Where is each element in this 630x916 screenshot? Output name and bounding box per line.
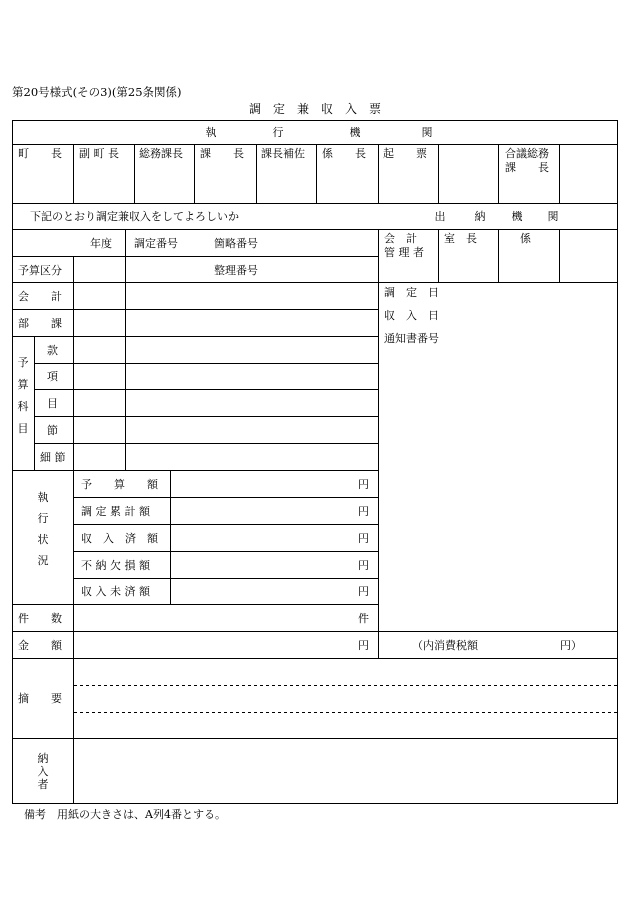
reference-number-label: 整理番号 [214,264,258,277]
tax-note: （内消費税額 [412,639,478,652]
accounting-manager-label-2: 管 理 者 [384,246,424,259]
account-label: 会 計 [18,290,62,303]
budget-item-saisetsu: 細 節 [40,451,66,464]
yen-received: 円 [358,532,369,545]
receiving-heading-2: 納 [474,210,486,223]
yen-default: 円 [358,559,369,572]
status-cumulative: 調 定 累 計 額 [81,505,150,518]
yen-unreceived: 円 [358,585,369,598]
execution-heading-3: 機 [349,126,361,139]
yen-cumulative: 円 [358,505,369,518]
approver-consultation: 合議総務 [505,147,549,160]
accounting-manager-label-1: 会 計 [384,232,417,245]
receipt-date-label: 収 入 日 [384,309,439,322]
assessment-number-label: 調定番号 [134,237,178,250]
approver-mayor: 町 長 [18,147,62,160]
budget-item-moku: 目 [47,397,58,410]
budget-class-label: 予算区分 [18,264,62,277]
office-chief-label: 室 長 [444,232,477,245]
execution-status-label: 執 行 状 況 [37,491,49,567]
execution-heading-4: 関 [421,126,433,139]
approver-section-chief: 課 長 [200,147,244,160]
approver-assistant-chief: 課長補佐 [261,147,305,160]
amount-label: 金 額 [18,639,62,652]
footer-note: 備考 用紙の大きさは、A列4番とする。 [24,808,226,821]
form-title: 調 定 兼 収 入 票 [248,102,381,116]
budget-items-label: 予 算 科 目 [17,356,29,435]
approver-drafter: 起 票 [383,147,427,160]
status-default: 不 納 欠 損 額 [81,559,150,572]
fiscal-year-label: 年度 [90,237,112,250]
approver-general-affairs-chief: 総務課長 [139,147,183,160]
notice-number-label: 通知書番号 [384,332,439,345]
request-text: 下記のとおり調定兼収入をしてよろしいか [30,210,239,223]
budget-item-setsu: 節 [47,424,58,437]
status-budget: 予 算 額 [81,478,158,491]
form-number: 第20号様式(その3)(第25条関係) [12,85,182,99]
assessment-date-label: 調 定 日 [384,286,439,299]
amount-unit: 円 [358,639,369,652]
summary-label: 摘 要 [18,692,62,705]
payer-label: 納 入 者 [37,752,49,791]
budget-item-kou: 項 [47,370,58,383]
approver-consultation-chief: 課 長 [505,161,549,174]
short-number-label: 箇略番号 [214,237,258,250]
status-received: 収 入 済 額 [81,532,158,545]
approver-subsection-chief: 係 長 [322,147,366,160]
approver-deputy-mayor: 副 町 長 [79,147,119,160]
receiving-heading-1: 出 [434,210,446,223]
count-unit: 件 [358,612,369,625]
execution-heading-2: 行 [272,126,284,139]
execution-heading-1: 執 [205,126,217,139]
status-unreceived: 収 入 未 済 額 [81,585,150,598]
receiving-heading-3: 機 [511,210,523,223]
budget-item-kan: 款 [47,344,58,357]
count-label: 件 数 [18,612,62,625]
tax-unit: 円） [560,639,582,652]
yen-budget: 円 [358,478,369,491]
department-label: 部 課 [18,317,62,330]
receiving-heading-4: 関 [547,210,559,223]
staff-label: 係 [520,232,531,245]
